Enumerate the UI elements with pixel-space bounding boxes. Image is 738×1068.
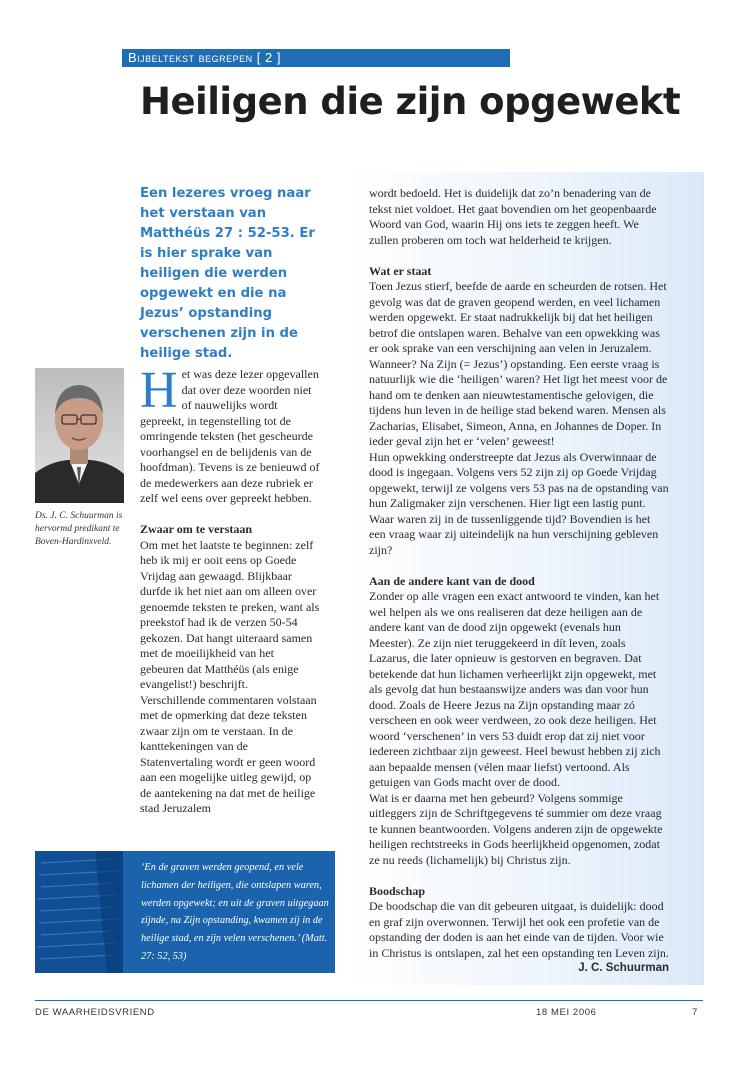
bible-image bbox=[35, 851, 123, 973]
subheading-wat-er-staat: Wat er staat bbox=[369, 263, 432, 278]
page-number: 7 bbox=[692, 1007, 698, 1018]
author-signature: J. C. Schuurman bbox=[578, 962, 669, 974]
footer-date: 18 MEI 2006 bbox=[536, 1007, 597, 1018]
left-column bbox=[140, 362, 320, 817]
footer-divider bbox=[35, 1000, 703, 1001]
right-paragraph-6: De boodschap die van dit gebeuren uitgaat, is duidelijk: dood en graf zijn overwonnen. Terwijl het ook een profetie van de opstanding der doden is aan het einde van de tijden. Voor wie in Christus is ontslapen, zal het een opstanding ten Leven zijn. bbox=[369, 899, 669, 960]
quote-text: ‘En de graven werden geopend, en vele lichamen der heiligen, die ontslapen waren, werden opgewekt; en uit de graven uitgegaan zijnde, na Zijn opstanding, kwamen zij in de heilige stad, en zijn velen verschenen.’ (Matt. 27: 52, 53) bbox=[141, 862, 329, 962]
intro-text: Een lezeres vroeg naar het verstaan van Matthéüs 27 : 52-53. Er is hier sprake van heiligen die werden opgewekt en die na Jezus’ opstanding verschenen zijn in de heilige stad. bbox=[140, 186, 315, 361]
right-paragraph-5: Wat is er daarna met hen gebeurd? Volgens sommige uitleggers zijn de Schriftgegevens té summier om deze vraag te kunnen beantwoorden. Volgens anderen zijn de opgewekte heiligen rechtstreeks in Gods heerlijkheid opgenomen, zodat ze nu reeds (lichamelijk) bij Christus zijn. bbox=[369, 790, 663, 867]
subheading-boodschap: Boodschap bbox=[369, 883, 426, 898]
left-paragraph-1: et was deze lezer opgevallen dat over deze woorden niet of nauwelijks wordt gepreekt, in tegenstelling tot de omringende teksten (het gescheurde voorhangsel en de belijdenis van de hoofdman). Tevens is ze benieuwd of de medewerkers aan deze rubriek er zelf wel eens over gepreekt hebben. bbox=[140, 367, 320, 505]
series-label: Bijbeltekst begrepen [ 2 ] bbox=[122, 49, 510, 67]
subheading-andere-kant: Aan de andere kant van de dood bbox=[369, 573, 535, 588]
subheading-zwaar: Zwaar om te verstaan bbox=[140, 522, 253, 536]
author-photo bbox=[35, 368, 124, 503]
right-paragraph-1: wordt bedoeld. Het is duidelijk dat zo’n benadering van de tekst niet voldoet. Het gaat bovendien om het geopenbaarde Woord van God, waarin Hij ons iets te zeggen heeft. We zullen proberen om toch wat helderheid te krijgen. bbox=[369, 186, 657, 247]
right-paragraph-4: Zonder op alle vragen een exact antwoord te vinden, kan het wel helpen als we ons realiseren dat deze heiligen aan de andere kant van de dood zijn opgewekt (evenals hun Meester). Ze zijn niet teruggekeerd in dít leven, zoals Lazarus, die later opnieuw is gestorven en begraven. Dat betekende dat hun lichamen verheerlijkt zijn opgewekt, met als gevolg dat hun bestaanswijze anders was dan voor hun dood. Zoals de Heere Jezus na Zijn opstanding maar zó verscheen en ook weer verdween, zo ook deze heiligen. Het woord ‘verschenen’ in vers 53 duidt erop dat zij niet voor iedereen zichtbaar zijn geweest. Heel bewust hebben zij zich aan bepaalde mensen (vélen maar liefst) vertoond. Als getuigen van Gods macht over de dood. bbox=[369, 589, 661, 789]
photo-caption: Ds. J. C. Schuurman is hervormd predikant te Boven-Hardinxveld. bbox=[35, 511, 123, 547]
right-column bbox=[369, 186, 669, 977]
quote-box bbox=[35, 851, 335, 973]
left-paragraph-3: Verschillende commentaren volstaan met de opmerking dat deze teksten zwaar zijn om te verstaan. In de kanttekeningen van de Statenvertaling wordt er geen woord aan een mogelijke uitleg gewijd, op de aantekening na dat met de heilige stad Jeruzalem bbox=[140, 692, 317, 815]
right-paragraph-2: Toen Jezus stierf, beefde de aarde en scheurden de rotsen. Het gevolg was dat de graven geopend werden, en veel lichamen werden opgewekt. Er staat nadrukkelijk bij dat het heiligen betrof die ontslapen waren. Behalve van een opwekking was er ook sprake van een verschijning aan velen in Jeruzalem. Wanneer? Na Zijn (= Jezus’) opstanding. Een eerste vraag is natuurlijk wie die ‘heiligen’ waren? Het ligt het meest voor de hand om te denken aan nieuwtestamentische gelovigen, die tijdens hun leven in de heilige stad bekend waren. Mensen als Zacharias, Elisabet, Simeon, Anna, en Johannes de Doper. In ieder geval zijn het er ‘velen’ geweest! bbox=[369, 279, 668, 448]
footer-publication: DE WAARHEIDSVRIEND bbox=[35, 1007, 155, 1018]
right-paragraph-3: Hun opwekking onderstreepte dat Jezus als Overwinnaar de dood is ingegaan. Volgens vers 52 zijn zij op Goede Vrijdag opgewekt, terwijl ze volgens vers 53 pas na de opstanding van hun Zaligmaker zijn verschenen. Hier ligt een lastig punt. Waar waren zij in de tussenliggende tijd? Bovendien is het een vraag waar zij uiteindelijk na hun verschijning gebleven zijn? bbox=[369, 449, 669, 557]
drop-cap: H bbox=[140, 362, 178, 419]
page-title: Heiligen die zijn opgewekt bbox=[140, 80, 681, 123]
left-paragraph-2: Om met het laatste te beginnen: zelf heb ik mij er ooit eens op Goede Vrijdag aan gewaagd. Blijkbaar durfde ik het niet aan om alleen over genoemde teksten te preken, want als preekstof had ik de verzen 50-54 gekozen. Dat hangt uiteraard samen met de moeilijkheid van het gebeuren dat Matthéüs (als enige evangelist!) beschrijft. bbox=[140, 537, 320, 691]
